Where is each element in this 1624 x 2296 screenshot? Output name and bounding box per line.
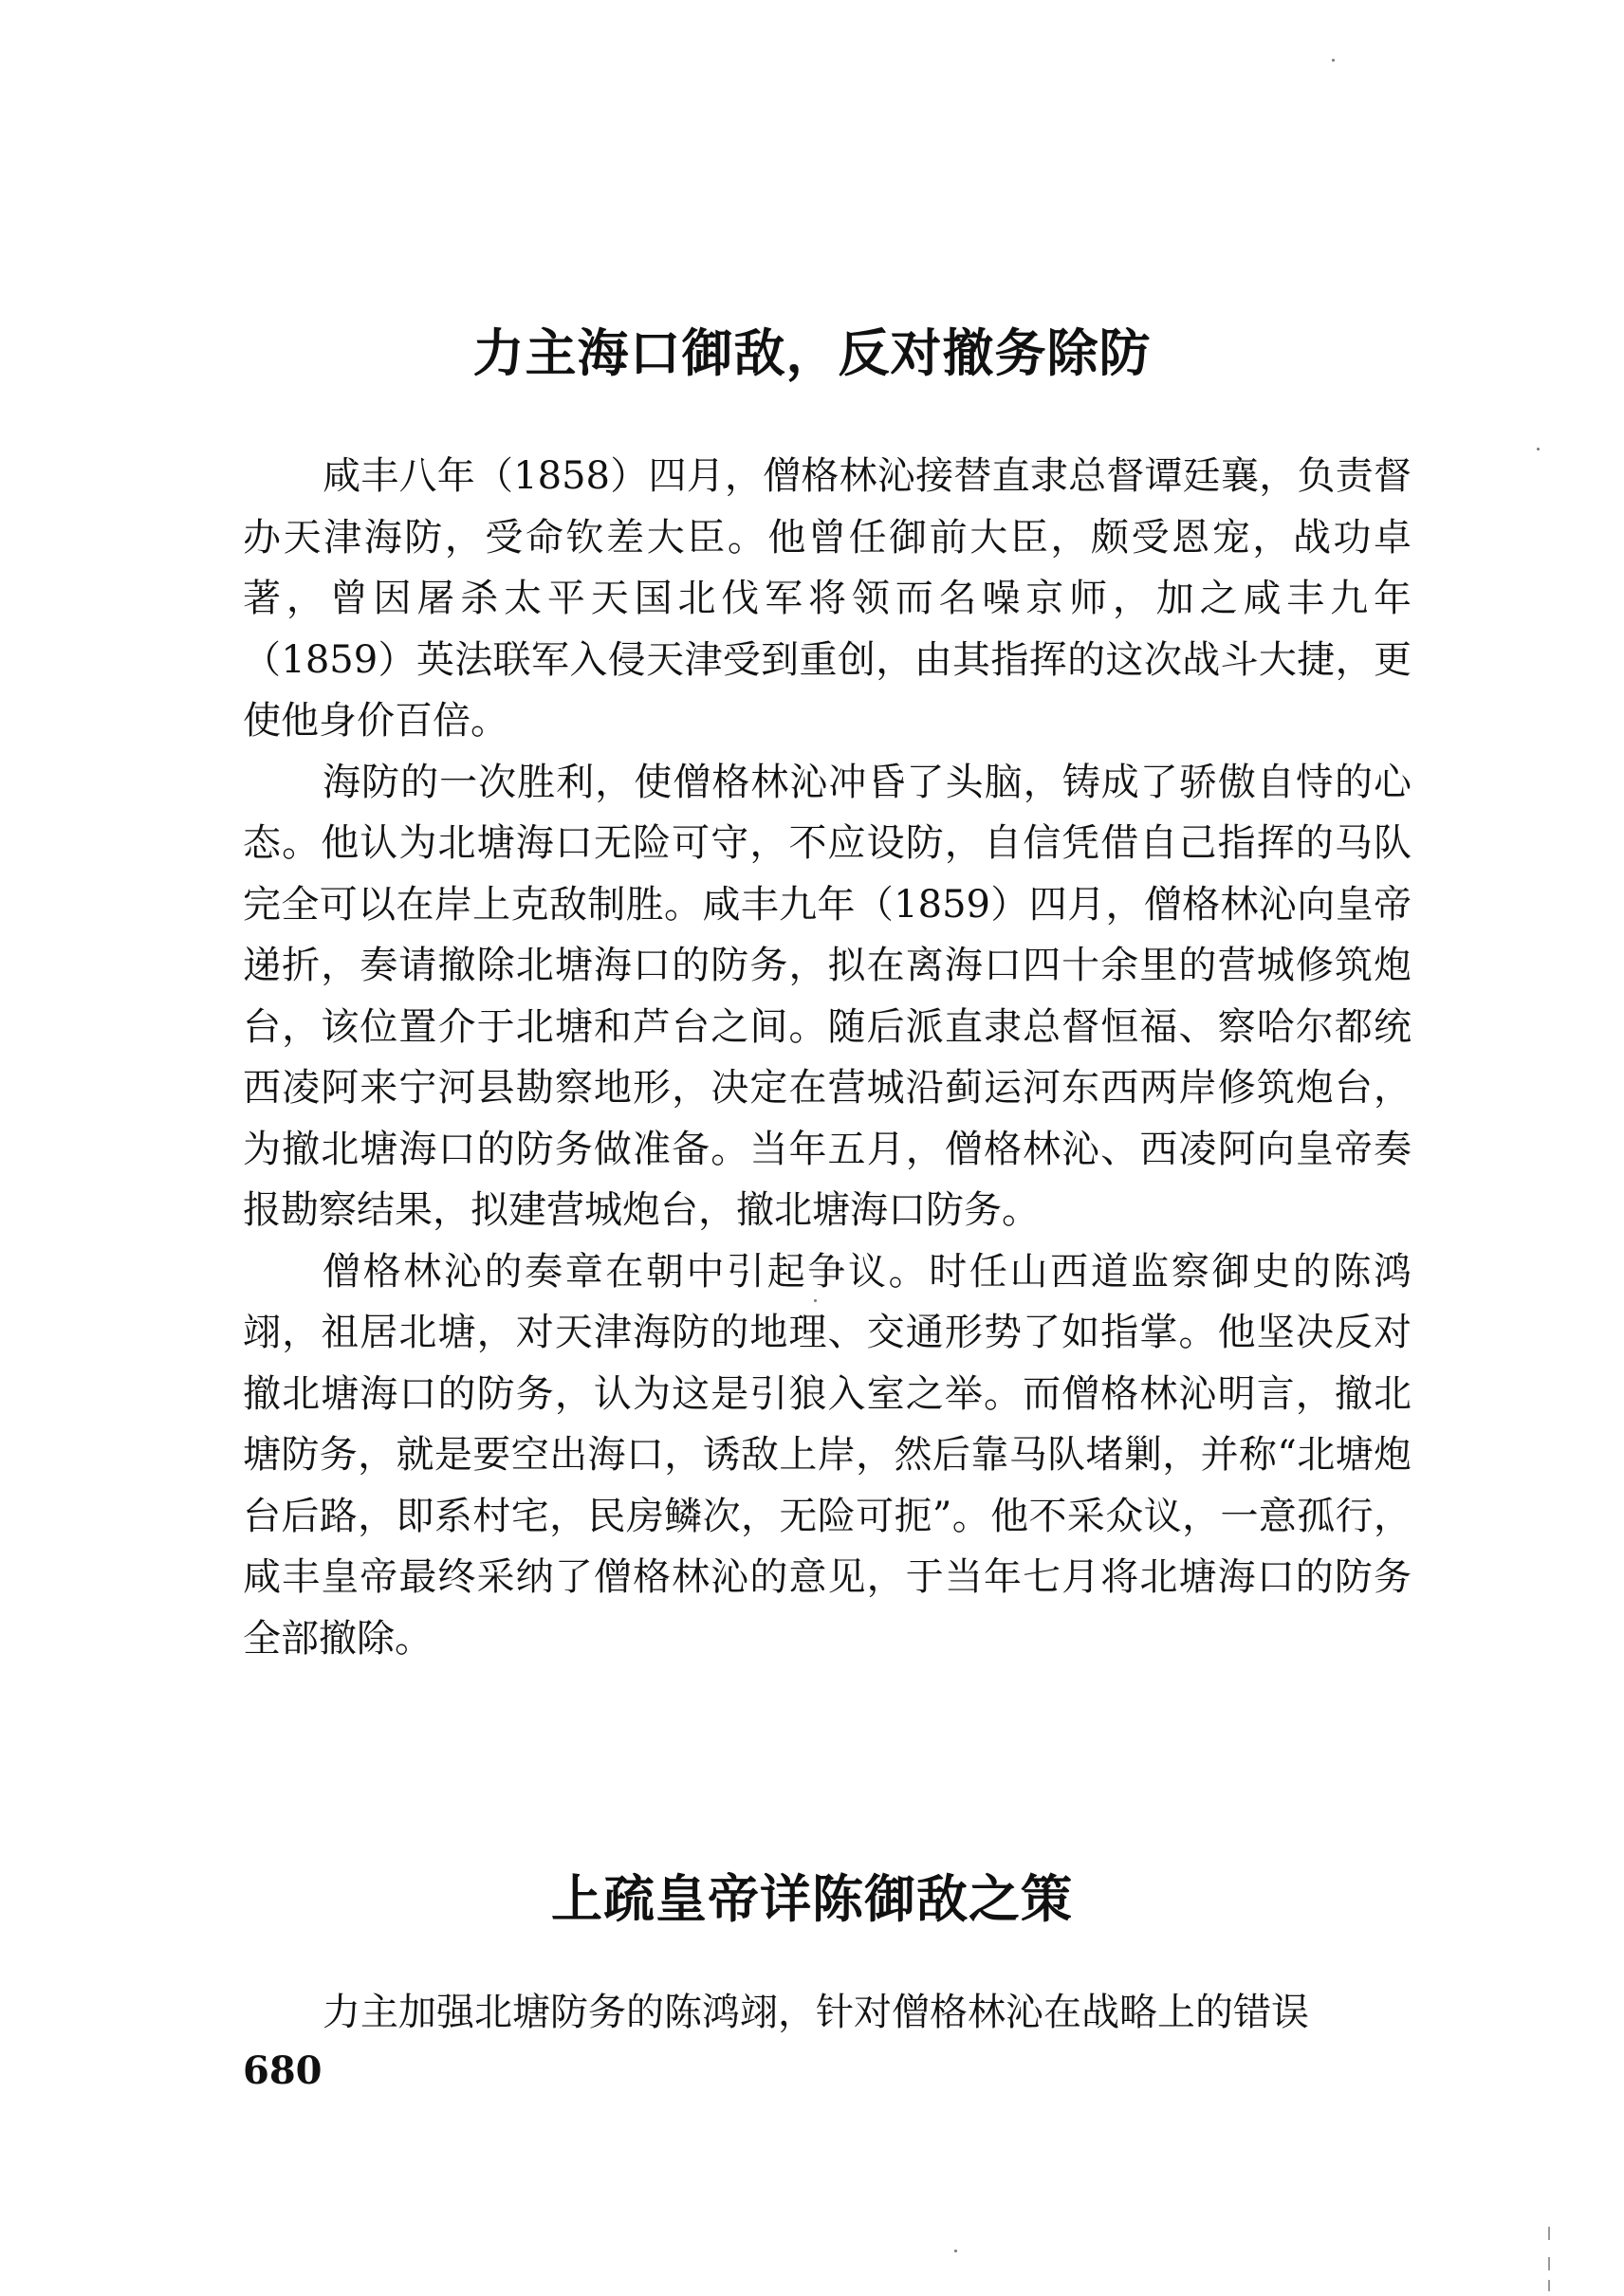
scan-edge-mark — [1548, 2280, 1550, 2291]
paragraph-2: 海防的一次胜利，使僧格林沁冲昏了头脑，铸成了骄傲自恃的心态。他认为北塘海口无险可守，不应设防，自信凭借自己指挥的马队完全可以在岸上克敌制胜。咸丰九年（1859）四月，僧格林沁向皇帝递折，奏请撤除北塘海口的防务，拟在离海口四十余里的营城修筑炮台，该位置介于北塘和芦台之间。随后派直隶总督恒福、察哈尔都统西凌阿来宁河县勘察地形，决定在营城沿蓟运河东西两岸修筑炮台，为撤北塘海口的防务做准备。当年五月，僧格林沁、西凌阿向皇帝奏报勘察结果，拟建营城炮台，撤北塘海口防务。 — [243, 760, 1412, 1232]
section-title-2: 上疏皇帝详陈御敌之策 — [551, 1869, 1073, 1929]
page-number: 680 — [243, 2048, 323, 2093]
paragraph-4: 力主加强北塘防务的陈鸿翊，针对僧格林沁在战略上的错误 — [323, 1991, 1309, 2034]
section-2-body — [243, 1982, 1412, 2044]
paragraph-1: 咸丰八年（1858）四月，僧格林沁接替直隶总督谭廷襄，负责督办天津海防，受命钦差大臣。他曾任御前大臣，颇受恩宠，战功卓著，曾因屠杀太平天国北伐军将领而名噪京师，加之咸丰九年（1859）英法联军入侵天津受到重创，由其指挥的这次战斗大捷，更使他身价百倍。 — [243, 454, 1412, 743]
scan-speck — [1332, 59, 1335, 62]
section-1-body — [243, 446, 1412, 1669]
scan-speck — [954, 2250, 957, 2252]
scan-speck — [814, 1299, 817, 1302]
section-title-1: 力主海口御敌，反对撤务除防 — [472, 323, 1152, 383]
scan-edge-mark — [1548, 2257, 1550, 2270]
scan-edge-mark — [1548, 2227, 1550, 2240]
scan-speck — [1537, 448, 1540, 450]
paragraph-3: 僧格林沁的奏章在朝中引起争议。时任山西道监察御史的陈鸿翊，祖居北塘，对天津海防的地理、交通形势了如指掌。他坚决反对撤北塘海口的防务，认为这是引狼入室之举。而僧格林沁明言，撤北塘防务，就是要空出海口，诱敌上岸，然后靠马队堵剿，并称“北塘炮台后路，即系村宅，民房鳞次，无险可扼”。他不采众议，一意孤行，咸丰皇帝最终采纳了僧格林沁的意见，于当年七月将北塘海口的防务全部撤除。 — [243, 1249, 1412, 1661]
